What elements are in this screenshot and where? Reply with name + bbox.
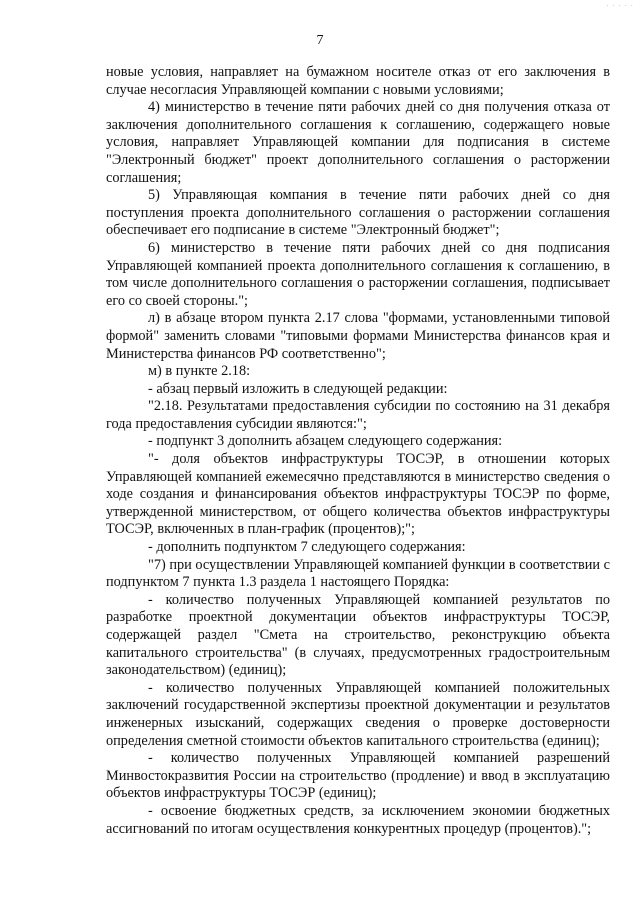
paragraph-item-5: 5) Управляющая компания в течение пяти рабочих дней со дня поступления проекта дополнительного соглашения о расторжении соглашения обеспечивает его подписание в системе "Электронный бюджет"; bbox=[106, 187, 610, 239]
paragraph-item-4: 4) министерство в течение пяти рабочих дней со дня получения отказа от заключения дополнительного соглашения к соглашению, содержащего новые условия, направляет Управляющей компании для подписания в системе "Электронный бюджет" проект дополнительного соглашения о расторжении соглашения; bbox=[106, 99, 610, 186]
paragraph-share-objects: "- доля объектов инфраструктуры ТОСЭР, в отношении которых Управляющей компанией ежемесячно представляются в министерство сведения о ходе создания и финансирования объектов инфраструктуры ТОСЭР по форме, утвержденной министерством, от общего количества объектов инфраструктуры ТОСЭР, включенных в план-график (процентов);"; bbox=[106, 451, 610, 538]
paragraph-add-subpoint-7: - дополнить подпунктом 7 следующего содержания: bbox=[148, 539, 466, 556]
paragraph-bullet-design-docs: - количество полученных Управляющей компанией результатов по разработке проектной документации объектов инфраструктуры ТОСЭР, содержащей раздел "Смета на строительство, реконструкцию объекта капитального строительства" (в случаях, предусмотренных градостроительным законодательством) (единиц); bbox=[106, 591, 610, 679]
paragraph-item-l: л) в абзаце втором пункта 2.17 слова "формами, установленными типовой формой" заменить словами "типовыми формами Министерства финансов края и Министерства финансов РФ соответственно"; bbox=[106, 310, 610, 362]
paragraph-continuation: новые условия, направляет на бумажном носителе отказ от его заключения в случае несогласия Управляющей компании с новыми условиями; bbox=[106, 64, 610, 98]
paragraph-bullet-permits: - количество полученных Управляющей компанией разрешений Минвостокразвития России на строительство (продление) и ввод в эксплуатацию объектов инфраструктуры ТОСЭР (единиц); bbox=[106, 750, 610, 802]
paragraph-bullet-budget: - освоение бюджетных средств, за исключением экономии бюджетных ассигнований по итогам осуществления конкурентных процедур (процентов)."; bbox=[106, 802, 610, 837]
paragraph-subpoint-7: "7) при осуществлении Управляющей компанией функции в соответствии с подпунктом 7 пункта 1.3 раздела 1 настоящего Порядка: bbox=[106, 556, 610, 591]
scan-mark: · · · · · bbox=[606, 2, 634, 10]
page-number: 7 bbox=[316, 33, 324, 48]
paragraph-subpoint-3: - подпункт 3 дополнить абзацем следующего содержания: bbox=[148, 433, 503, 450]
document-body bbox=[106, 64, 610, 838]
paragraph-first-abzac: - абзац первый изложить в следующей редакции: bbox=[148, 380, 448, 397]
paragraph-2-18: "2.18. Результатами предоставления субсидии по состоянию на 31 декабря года предоставления субсидии являются:"; bbox=[106, 398, 610, 432]
paragraph-item-m: м) в пункте 2.18: bbox=[148, 363, 251, 380]
paragraph-bullet-expertise: - количество полученных Управляющей компанией положительных заключений государственной экспертизы проектной документации и результатов инженерных изысканий, содержащих сведения о проверке достоверности определения сметной стоимости объектов капитального строительства (единиц); bbox=[106, 679, 610, 749]
paragraph-item-6: 6) министерство в течение пяти рабочих дней со дня подписания Управляющей компанией проекта дополнительного соглашения к соглашению, в том числе дополнительного соглашения о расторжении соглашения, подписывает его со своей стороны."; bbox=[106, 239, 610, 309]
